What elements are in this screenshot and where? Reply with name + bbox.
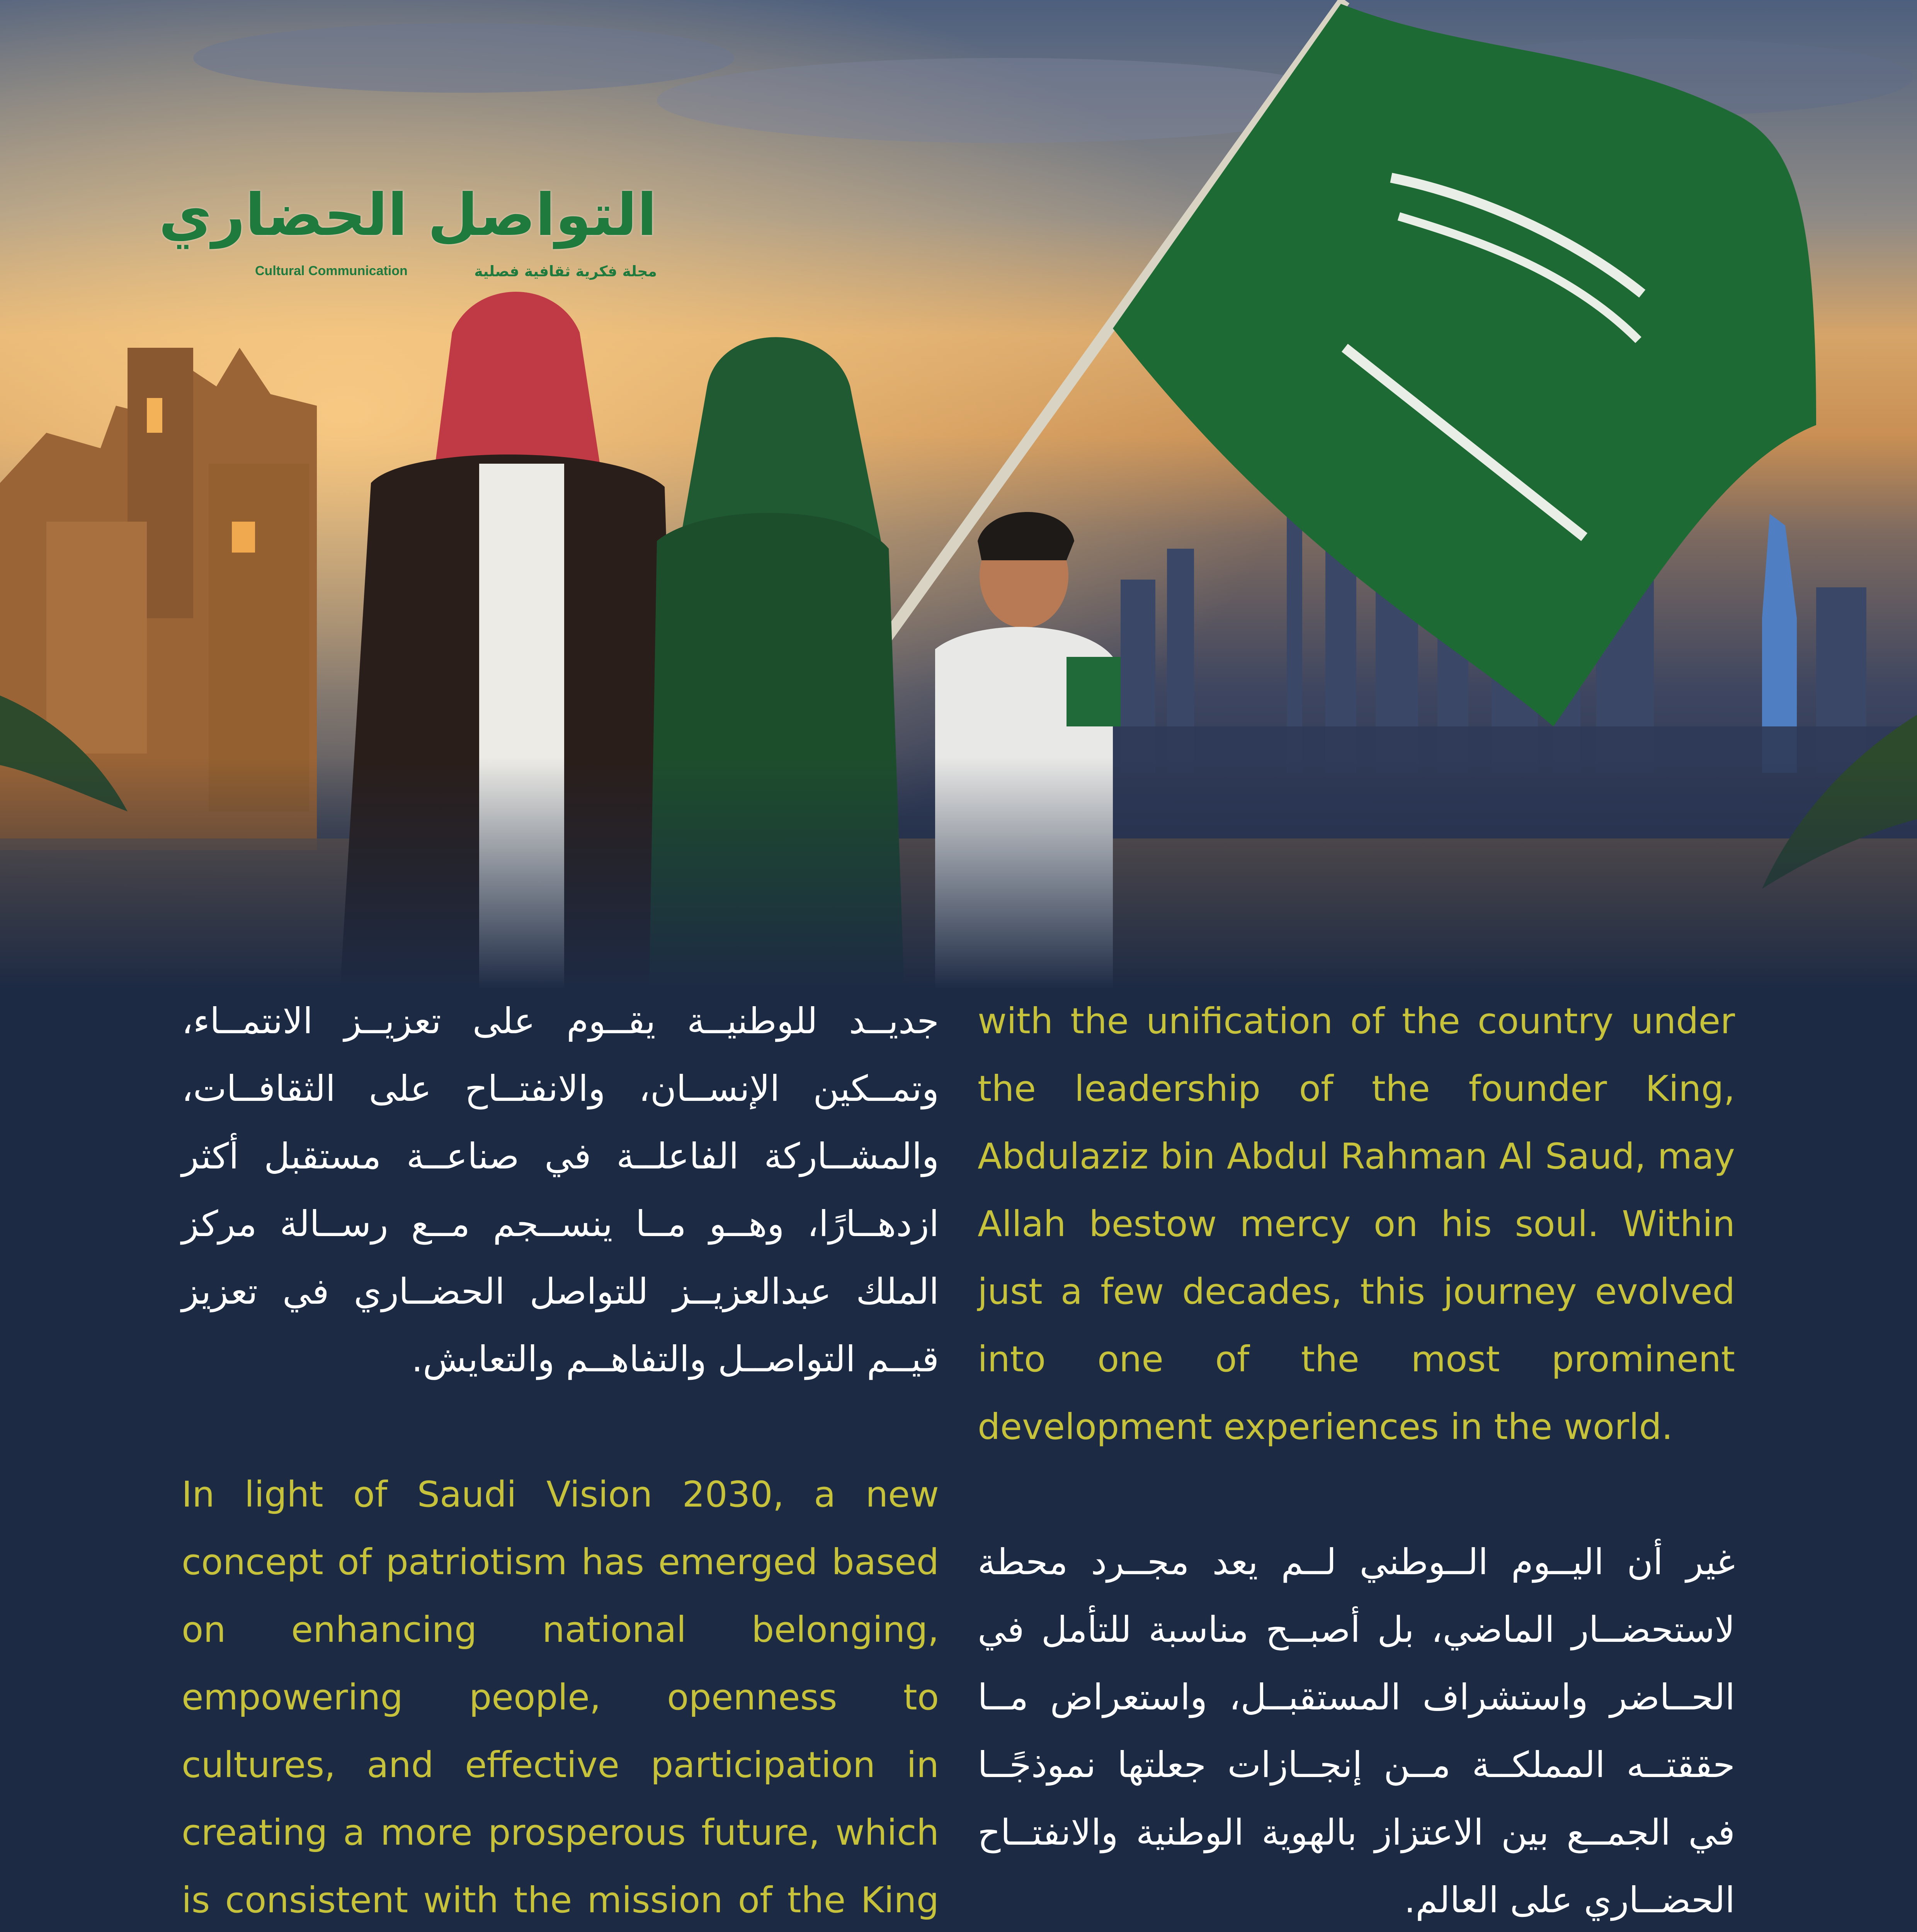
english-paragraph: with the unification of the country under the leadership of the founder King, Abdulaziz bin Abdul Rahman Al Saud, may Allah bestow mercy on his soul. Within just a few decades, this journey evolved into one of the most prominent development experiences in the world. <box>978 1000 1735 1447</box>
magazine-logo <box>158 182 657 298</box>
arabic-paragraph: جديــد للوطنيــة يقــوم على تعزيــز الانتمــاء، وتمــكين الإنســان، والانفتــاح على الثقافــات، والمشــاركة الفاعلــة في صناعــة مستقبل أكثر ازدهــارًا، وهــو مــا ينســجم مــع رســالة مركز الملك عبدالعزيــز للتواصل الحضــاري في تعزيز قيــم التواصــل والتفاهــم والتعايش. <box>182 1000 939 1380</box>
logo-subtitle-arabic: مجلة فكرية ثقافية فصلية <box>474 263 657 280</box>
left-column <box>182 987 939 1932</box>
logo-title: التواصل الحضاري <box>158 182 657 249</box>
logo-subtitle-english: Cultural Communication <box>255 264 408 278</box>
arabic-paragraph: غير أن اليــوم الــوطني لــم يعد مجــرد محطة لاستحضــار الماضي، بل أصبــح مناسبة للتأمل في الحــاضر واستشراف المستقبــل، واستعراض مــا حققتــه المملكــة مــن إنجــازات جعلتها نموذجًــا في الجمــع بين الاعتزاز بالهوية الوطنية والانفتــاح الحضــاري على العالم. <box>978 1541 1735 1921</box>
cloud <box>193 23 734 93</box>
english-paragraph: In light of Saudi Vision 2030, a new concept of patriotism has emerged based on enhancing national belonging, empowering people, openness to cultures, and effective participation in creating a more prosperous future, which is consistent with the mission of the King <box>182 1474 939 1921</box>
right-column <box>978 987 1735 1932</box>
